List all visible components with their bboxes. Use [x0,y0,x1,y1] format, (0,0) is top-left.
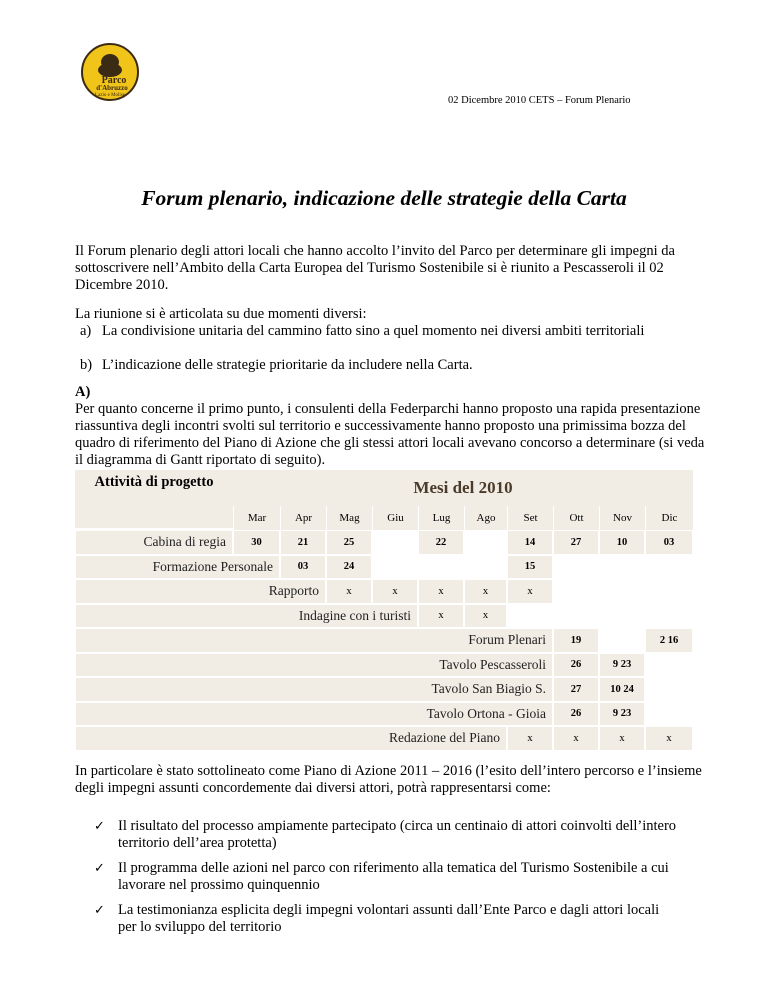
gantt-cell-value: x [438,610,444,622]
gantt-cell-value: 25 [343,536,355,548]
park-logo [80,42,140,102]
month-header-nov: Nov [599,506,645,530]
month-header-dic: Dic [645,506,693,530]
gantt-cell [599,653,645,678]
gantt-cell-value: 26 [570,708,582,720]
gantt-chart [75,470,693,761]
gantt-cell [553,555,599,580]
gantt-cell [418,579,464,604]
gantt-cell-value: x [482,610,489,622]
list-text-b: L’indicazione delle strategie prioritarie da includere nella Carta. [102,357,473,373]
gantt-cell [326,579,372,604]
gantt-cell-value: x [666,732,672,744]
logo-text-lazio: Lazio e Molise [95,93,125,98]
month-header-giu: Giu [372,506,418,530]
gantt-cell [645,677,693,702]
page-title: Forum plenario, indicazione delle strategie della Carta [141,186,627,210]
gantt-cell-value: 21 [297,536,309,548]
gantt-row-label: Tavolo Pescasseroli [75,653,553,678]
gantt-cell [372,555,418,580]
section-a-paragraph: Per quanto concerne il primo punto, i consulenti della Federparchi hanno proposto una rapida presentazione riassuntiva degli incontri svolti sul territorio e successivamente hanno proposto una primissima bozza del quadro di riferimento del Piano di Azione che gli stessi attori locali avevano concorso a determinare (si veda il diagramma di Gantt riportato di seguito). [75,401,705,468]
gantt-cell [553,579,599,604]
meeting-intro: La riunione si è articolata su due momenti diversi: [75,306,367,322]
gantt-cell [645,579,693,604]
gantt-cell-value: 30 [251,536,262,548]
month-header-apr: Apr [280,506,326,530]
gantt-row-label: Rapporto [75,579,326,604]
gantt-cell-value: 22 [435,536,447,548]
gantt-cell [280,555,326,580]
gantt-cell-value: 15 [524,561,536,573]
gantt-cell-value: 14 [524,536,536,548]
gantt-cell-value: x [573,732,579,744]
gantt-cell [553,604,599,629]
gantt-cell [645,653,693,678]
gantt-cell-value: 03 [663,536,675,548]
gantt-cell [507,530,553,555]
gantt-cell [464,604,507,629]
gantt-cell [599,604,645,629]
gantt-cell [599,579,645,604]
list-text-a: La condivisione unitaria del cammino fatto sino a quel momento nei diversi ambiti territoriali [102,323,645,339]
gantt-cell-value: 9 23 [612,659,632,671]
bullet-item [0,818,768,852]
gantt-row-label: Formazione Personale [75,555,280,580]
gantt-cell-value: 03 [297,561,309,573]
gantt-cell [464,555,507,580]
gantt-cell [599,677,645,702]
header-date: 02 Dicembre 2010 CETS – Forum Plenario [448,95,631,106]
list-item-a [0,323,768,357]
intro-paragraph: Il Forum plenario degli attori locali che hanno accolto l’invito del Parco per determinare gli impegni da sottoscrivere nell’Ambito della Carta Europea del Turismo Sostenibile si è riunito a Pescasseroli il 02 Dicembre 2010. [75,243,675,293]
gantt-cell [280,530,326,555]
gantt-cell [507,579,553,604]
gantt-cell-value: 2 16 [659,634,679,646]
gantt-cell-value: x [482,585,489,597]
gantt-row-label: Forum Plenari [75,628,553,653]
gantt-cell-value: 9 23 [612,708,632,720]
gantt-cell [464,530,507,555]
gantt-cell [553,677,599,702]
month-header-ago: Ago [464,506,507,530]
gantt-cell-value: 10 [616,536,628,548]
gantt-cell-value: x [438,585,444,597]
logo-text-parco: Parco [101,75,127,86]
gantt-cell-value: 27 [570,683,582,695]
month-header-set: Set [507,506,553,530]
gantt-cell [553,653,599,678]
month-header-mar: Mar [233,506,280,530]
gantt-cell [645,702,693,727]
bullet-item [0,860,768,894]
gantt-cell [553,702,599,727]
month-header-mag: Mag [326,506,372,530]
gantt-cell [599,530,645,555]
gantt-cell [645,530,693,555]
bullet-text: La testimonianza esplicita degli impegni volontari assunti dall’Ente Parco e dagli attori locali per lo sviluppo del territorio [118,902,660,935]
gantt-cell [599,702,645,727]
check-icon: ✓ [94,902,105,917]
list-marker-b: b) [80,357,93,373]
gantt-cell [645,555,693,580]
gantt-row-label: Tavolo San Biagio S. [75,677,553,702]
gantt-row-label: Indagine con i turisti [75,604,418,629]
gantt-cell [553,628,599,653]
gantt-cell [599,555,645,580]
gantt-cell [372,579,418,604]
gantt-cell [418,530,464,555]
gantt-cell-value: x [346,585,352,597]
gantt-cell [553,726,599,751]
gantt-cell [372,530,418,555]
section-a-heading: A) [75,384,91,400]
gantt-cell [645,604,693,629]
month-header-lug: Lug [418,506,464,530]
gantt-cell-value: x [527,585,533,597]
gantt-cell [645,628,693,653]
gantt-cell [599,628,645,653]
months-header: Mesi del 2010 [233,470,693,506]
logo-text-abruzzo: d'Abruzzo [96,84,128,92]
list-marker-a: a) [80,323,92,339]
gantt-cell-value: 26 [570,659,582,671]
gantt-cell-value: 24 [343,561,355,573]
gantt-cell [464,579,507,604]
gantt-row-label: Redazione del Piano [75,726,507,751]
gantt-cell-value: 27 [570,536,582,548]
gantt-row-label: Cabina di regia [75,530,233,555]
bear-logo-icon [80,42,140,102]
gantt-cell [645,726,693,751]
gantt-cell [418,604,464,629]
list-item-b [0,357,768,374]
gantt-cell-value: 10 24 [610,683,634,695]
gantt-row-label: Tavolo Ortona - Gioia [75,702,553,727]
gantt-cell-value: x [392,585,398,597]
gantt-cell [599,726,645,751]
gantt-cell [553,530,599,555]
month-header-ott: Ott [553,506,599,530]
conclusion-paragraph: In particolare è stato sottolineato come Piano di Azione 2011 – 2016 (l’esito dell’intero percorso e l’insieme degli impegni assunti concordemente dai diversi attori, potrà rappresentarsi come: [75,763,702,796]
gantt-cell [233,530,280,555]
gantt-cell [326,555,372,580]
gantt-cell-value: x [619,732,625,744]
bullet-item [0,902,768,936]
gantt-cell-value: x [527,732,533,744]
bullet-text: Il programma delle azioni nel parco con riferimento alla tematica del Turismo Sostenibile a cui lavorare nel prossimo quinquennio [118,860,669,893]
gantt-cell-value: 19 [570,634,582,646]
activity-header: Attività di progetto [75,470,233,528]
gantt-cell [507,604,553,629]
check-icon: ✓ [94,860,105,875]
gantt-cell [326,530,372,555]
check-icon: ✓ [94,818,105,833]
bullet-text: Il risultato del processo ampiamente partecipato (circa un centinaio di attori coinvolti dell’intero territorio dell’area protetta) [118,818,677,851]
gantt-cell [507,726,553,751]
gantt-cell [507,555,553,580]
gantt-cell [418,555,464,580]
